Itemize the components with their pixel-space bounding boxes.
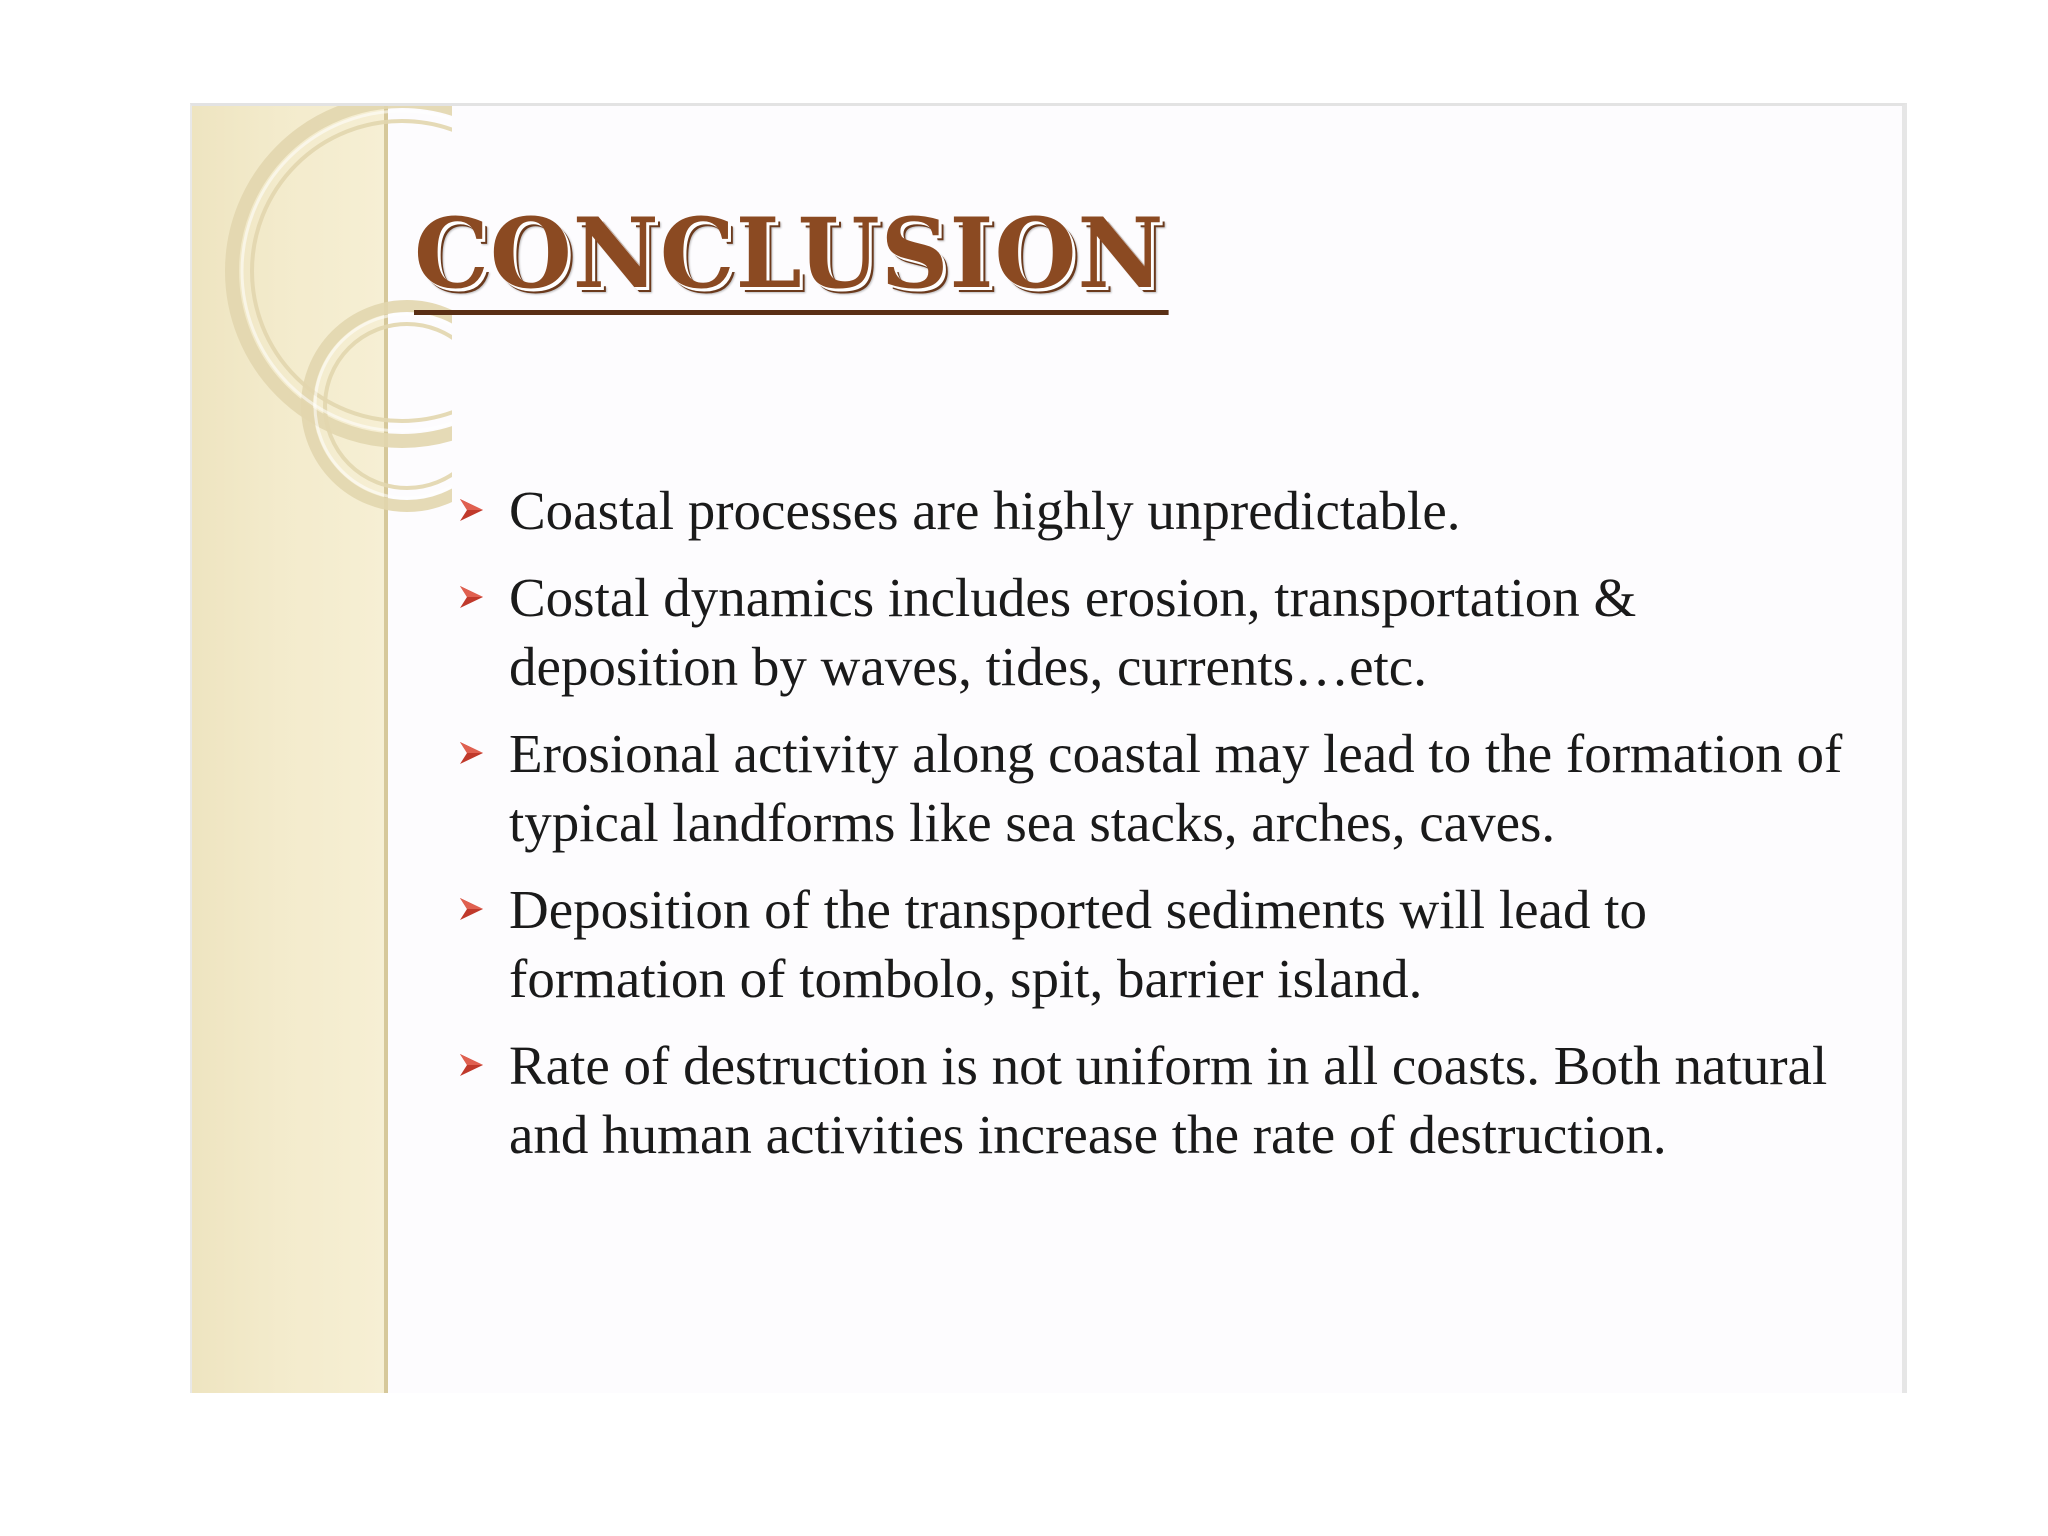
slide bbox=[190, 103, 1907, 1393]
bullet-text: Costal dynamics includes erosion, transportation & deposition by waves, tides, currents…etc. bbox=[509, 567, 1637, 697]
bullet-text: Deposition of the transported sediments will lead to formation of tombolo, spit, barrier island. bbox=[509, 879, 1647, 1009]
list-item bbox=[457, 719, 1867, 857]
list-item bbox=[457, 1031, 1867, 1169]
list-item bbox=[457, 476, 1867, 545]
slide-title: CONCLUSION bbox=[414, 206, 1168, 315]
arrowhead-bullet-icon bbox=[457, 739, 485, 767]
rings-decoration-icon bbox=[192, 106, 452, 526]
arrowhead-bullet-icon bbox=[457, 1051, 485, 1079]
bullet-text: Rate of destruction is not uniform in all coasts. Both natural and human activities increase the rate of destruction. bbox=[509, 1035, 1828, 1165]
bullet-list bbox=[457, 476, 1867, 1187]
list-item bbox=[457, 563, 1867, 701]
list-item bbox=[457, 875, 1867, 1013]
arrowhead-bullet-icon bbox=[457, 496, 485, 524]
arrowhead-bullet-icon bbox=[457, 895, 485, 923]
bullet-text: Coastal processes are highly unpredictable. bbox=[509, 480, 1461, 541]
arrowhead-bullet-icon bbox=[457, 583, 485, 611]
bullet-text: Erosional activity along coastal may lead to the formation of typical landforms like sea stacks, arches, caves. bbox=[509, 723, 1843, 853]
